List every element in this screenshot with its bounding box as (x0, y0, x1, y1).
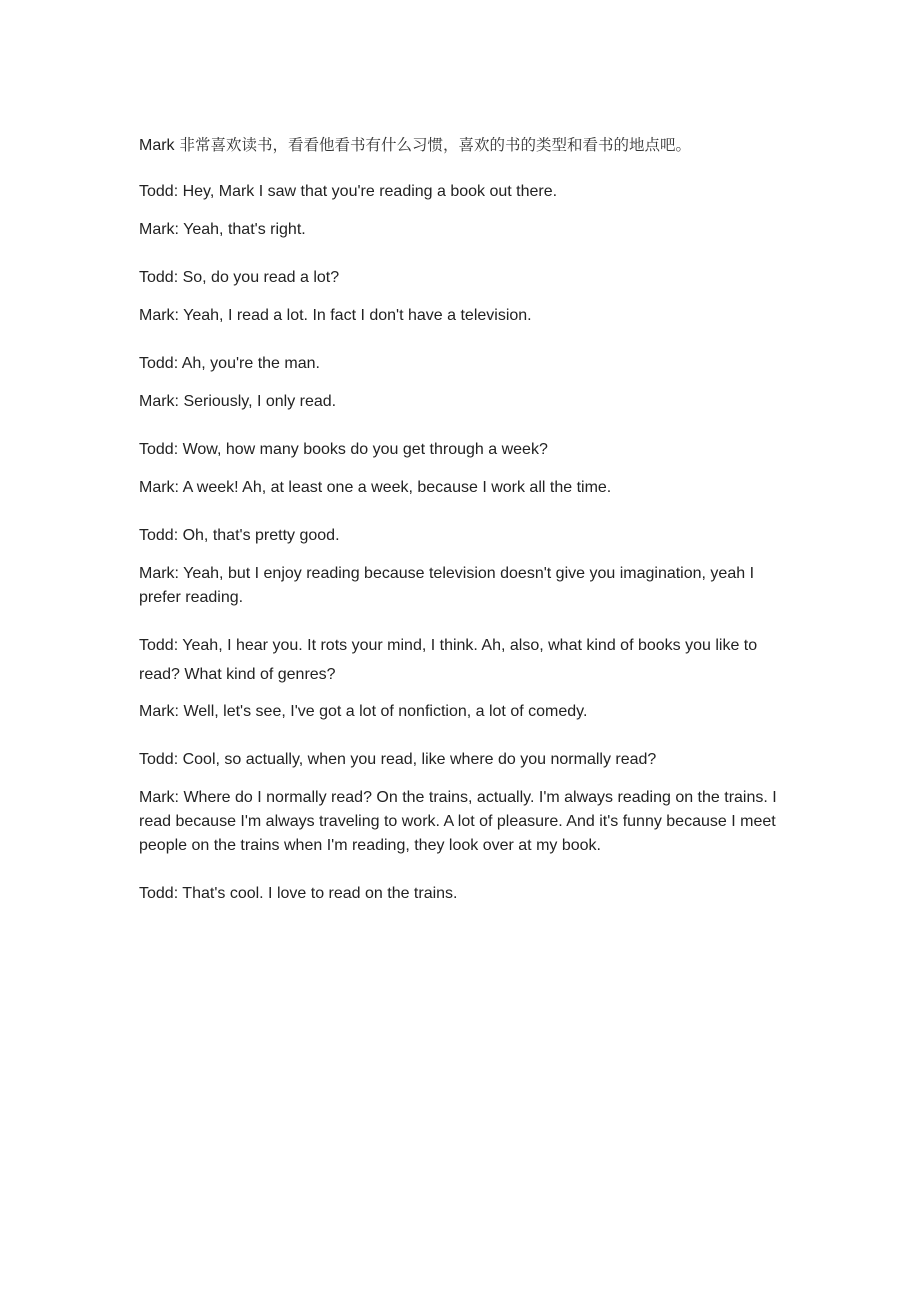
dialogue-line-mark: Mark: Seriously, I only read. (139, 393, 337, 410)
dialogue-line-mark: Mark: Well, let's see, I've got a lot of nonfiction, a lot of comedy. (139, 703, 588, 720)
dialogue-line-todd: Todd: Yeah, I hear you. It rots your mind, I think. Ah, also, what kind of books you like to read? What kind of genres? (139, 637, 758, 683)
dialogue-line-todd: Todd: Oh, that's pretty good. (139, 527, 340, 544)
dialogue-line-todd: Todd: Wow, how many books do you get through a week? (139, 441, 548, 458)
document-page (139, 133, 789, 920)
intro-speaker: Mark (139, 137, 175, 154)
dialogue-line-todd: Todd: Cool, so actually, when you read, like where do you normally read? (139, 751, 657, 768)
dialogue-line-mark: Mark: Yeah, but I enjoy reading because television doesn't give you imagination, yeah I prefer reading. (139, 565, 755, 606)
dialogue-line-mark: Mark: A week! Ah, at least one a week, because I work all the time. (139, 479, 612, 496)
dialogue-line-mark: Mark: Where do I normally read? On the trains, actually. I'm always reading on the trains. I read because I'm always traveling to work. A lot of pleasure. And it's funny because I meet people on the trains when I'm reading, they look over at my book. (139, 789, 777, 854)
dialogue-line-todd: Todd: Ah, you're the man. (139, 355, 320, 372)
dialogue-line-todd: Todd: That's cool. I love to read on the trains. (139, 885, 458, 902)
intro-paragraph (139, 133, 789, 158)
dialogue-line-todd: Todd: So, do you read a lot? (139, 269, 340, 286)
dialogue-line-todd: Todd: Hey, Mark I saw that you're reading a book out there. (139, 183, 558, 200)
intro-text: 非常喜欢读书，看看他看书有什么习惯，喜欢的书的类型和看书的地点吧。 (174, 136, 691, 154)
dialogue-line-mark: Mark: Yeah, I read a lot. In fact I don't have a television. (139, 307, 532, 324)
dialogue-line-mark: Mark: Yeah, that's right. (139, 221, 306, 238)
